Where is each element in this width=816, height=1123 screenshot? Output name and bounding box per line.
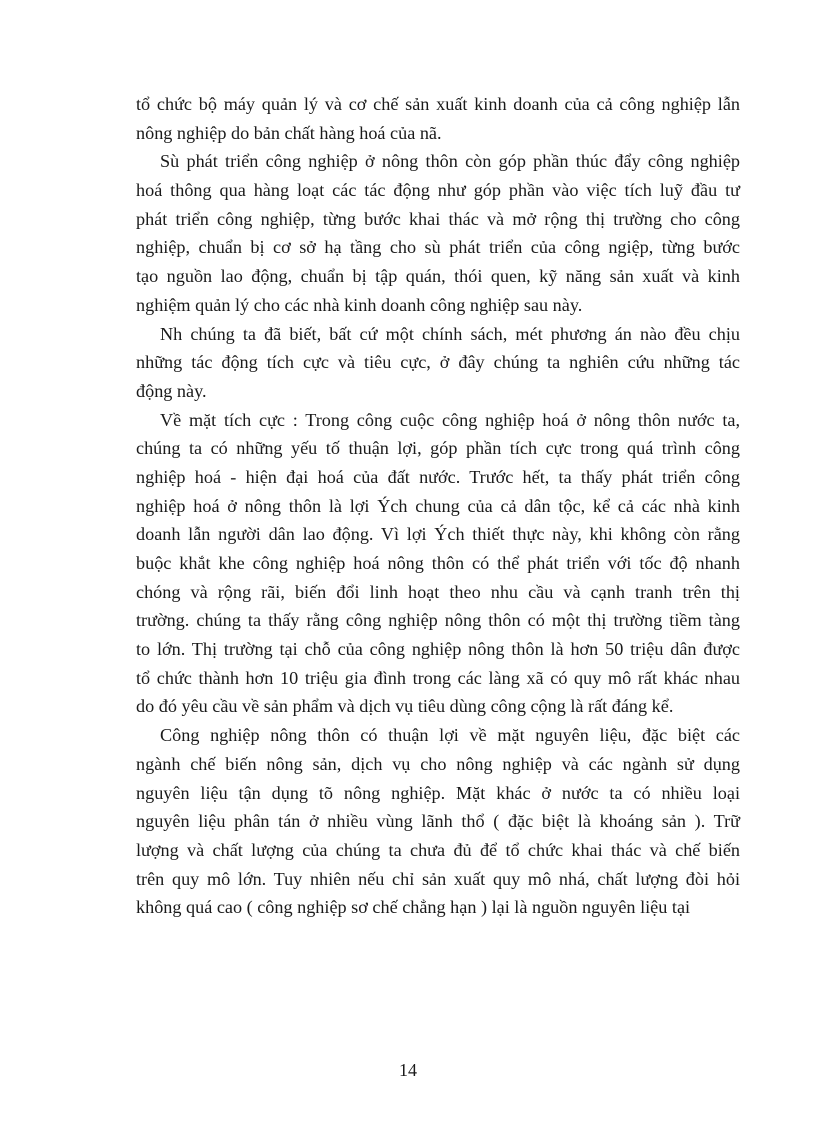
text-line: do đó yêu cầu về sản phẩm và dịch vụ tiêu dùng công cộng là rất đáng kể. [136, 696, 674, 717]
text-line: lượng và chất lượng của chúng ta chưa đủ để tổ chức khai thác và chế biến [136, 839, 740, 860]
text-line: động này. [136, 380, 207, 401]
text-line: Về mặt tích cực : Trong công cuộc công nghiệp hoá ở nông thôn nước ta, [160, 409, 740, 430]
text-line: to lớn. Thị trường tại chỗ của công nghiệp nông thôn là hơn 50 triệu dân được [136, 639, 740, 660]
text-line: Công nghiệp nông thôn có thuận lợi về mặt nguyên liệu, đặc biệt các [160, 725, 740, 746]
text-line: chúng ta có những yếu tố thuận lợi, góp phần tích cực trong quá trình công [136, 438, 740, 459]
text-line: buộc khắt khe công nghiệp hoá nông thôn có thể phát triển với tốc độ nhanh [136, 553, 740, 573]
text-line: không quá cao ( công nghiệp sơ chế chẳng hạn ) lại là nguồn nguyên liệu tại [136, 897, 691, 918]
text-line: những tác động tích cực và tiêu cực, ở đây chúng ta nghiên cứu những tác [136, 352, 740, 373]
text-line: trên quy mô lớn. Tuy nhiên nếu chỉ sản xuất quy mô nhá, chất lượng đòi hỏi [136, 868, 740, 889]
text-line: nghiệp hoá - hiện đại hoá của đất nước. Trước hết, ta thấy phát triển công [136, 466, 740, 487]
text-line: tạo nguồn lao động, chuẩn bị tập quán, thói quen, kỹ năng sản xuất và kinh [136, 266, 740, 287]
text-line: tổ chức thành hơn 10 triệu gia đình trong các làng xã có quy mô rất khác nhau [136, 667, 740, 688]
text-line: nguyên liệu phân tán ở nhiều vùng lãnh thổ ( đặc biệt là khoáng sản ). Trữ [136, 811, 740, 832]
text-line: chóng và rộng rãi, biến đổi linh hoạt theo nhu cầu và cạnh tranh trên thị [136, 581, 740, 602]
text-line: nguyên liệu tận dụng tõ nông nghiệp. Mặt khác ở nước ta có nhiều loại [136, 782, 740, 803]
text-line: doanh lẫn người dân lao động. Vì lợi Ých thiết thực này, khi không còn rằng [136, 524, 740, 545]
text-line: tổ chức bộ máy quản lý và cơ chế sản xuất kinh doanh của cả công nghiệp lẫn [136, 94, 740, 114]
text-line: nông nghiệp do bản chất hàng hoá của nã. [136, 122, 442, 143]
text-line: nghiệp hoá ở nông thôn là lợi Ých chung của cả dân tộc, kể cả các nhà kinh [136, 495, 740, 516]
text-line: ngành chế biến nông sản, dịch vụ cho nông nghiệp và các ngành sử dụng [136, 753, 740, 774]
body-text [136, 90, 740, 922]
text-line: nghiệp, chuẩn bị cơ sở hạ tầng cho sù phát triển của công ngiệp, từng bước [136, 237, 740, 258]
text-line: Sù phát triển công nghiệp ở nông thôn còn góp phần thúc đẩy công nghiệp [160, 151, 740, 172]
text-line: nghiệm quản lý cho các nhà kinh doanh công nghiệp sau này. [136, 294, 583, 315]
text-line: Nh chúng ta đã biết, bất cứ một chính sách, mét phương án nào đều chịu [160, 323, 740, 344]
text-line: phát triển công nghiệp, từng bước khai thác và mở rộng thị trường cho công [136, 208, 740, 229]
page-number: 14 [399, 1060, 417, 1080]
text-line: trường. chúng ta thấy rằng công nghiệp nông thôn có một thị trường tiềm tàng [136, 610, 740, 631]
text-line: hoá thông qua hàng loạt các tác động như góp phần vào việc tích luỹ đầu tư [136, 180, 740, 201]
